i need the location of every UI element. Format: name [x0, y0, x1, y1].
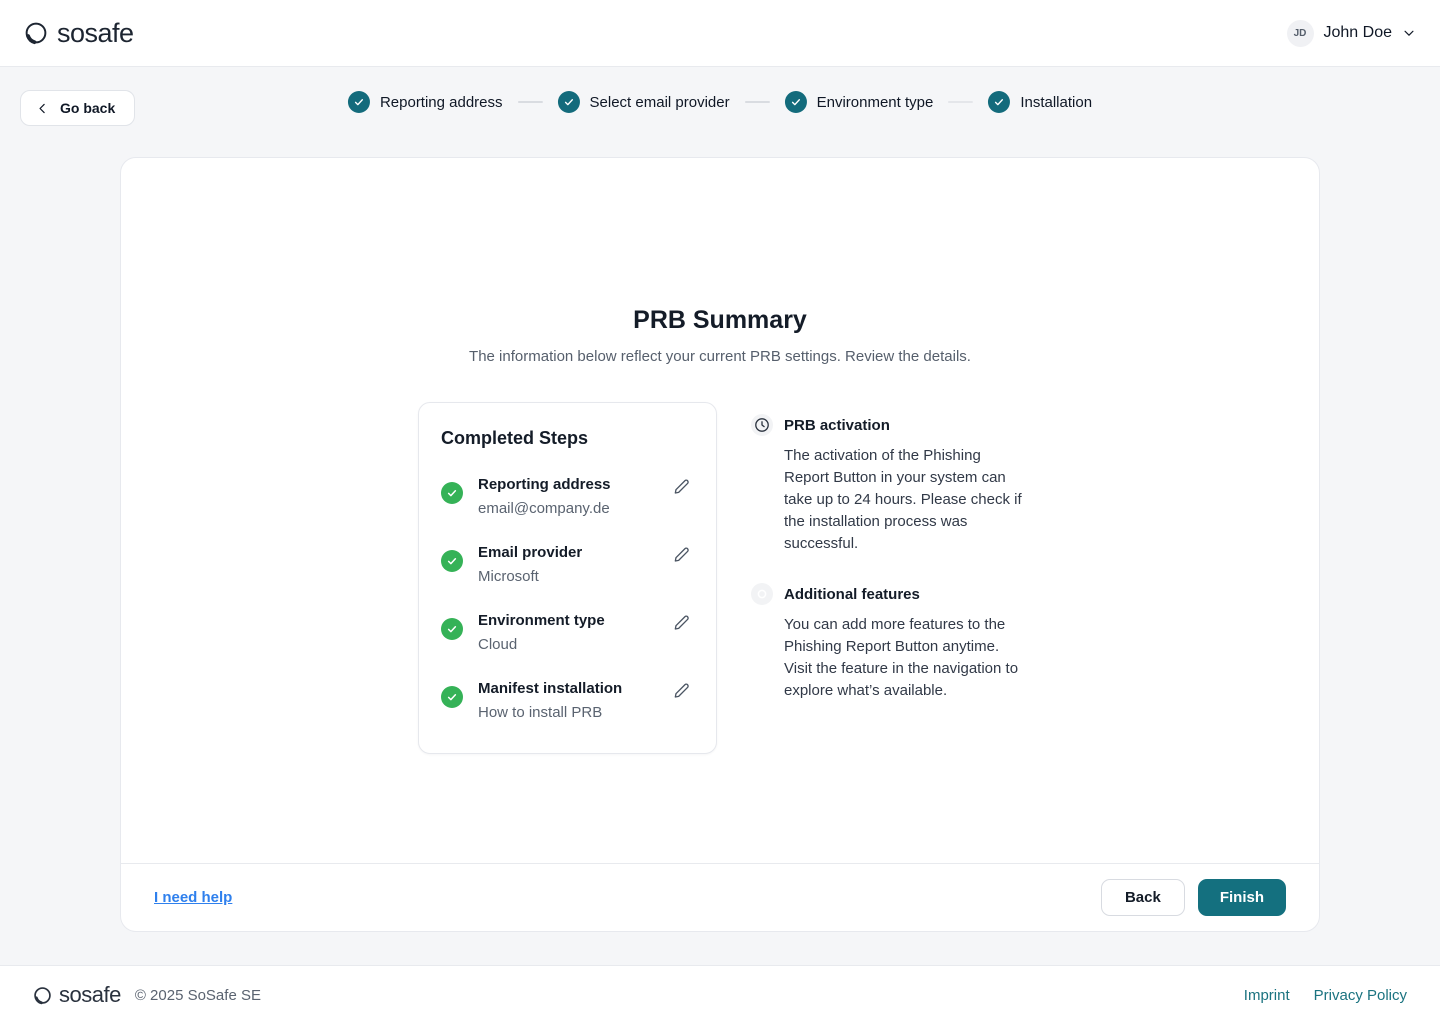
step-label: Select email provider: [589, 93, 730, 111]
completed-steps-title: Completed Steps: [441, 428, 589, 448]
completed-step-row-email-provider: [441, 544, 692, 585]
page-title: PRB Summary: [633, 306, 807, 334]
go-back-button[interactable]: [20, 90, 135, 126]
app-footer: [0, 965, 1440, 1024]
step-connector: [948, 101, 973, 103]
edit-manifest-installation-button[interactable]: [671, 680, 692, 701]
edit-pencil-icon: [673, 546, 690, 563]
check-icon: [441, 550, 463, 572]
step-label: Environment type: [816, 93, 934, 111]
clock-icon: [751, 414, 773, 436]
chevron-left-icon: [36, 102, 49, 115]
step-item-label: Email provider: [478, 544, 583, 561]
finish-button[interactable]: Finish: [1198, 879, 1286, 916]
check-icon: [441, 686, 463, 708]
stepper-step-installation[interactable]: [988, 91, 1092, 113]
brand-logo[interactable]: [24, 18, 134, 49]
step-label: Reporting address: [379, 93, 503, 111]
summary-card-body: [121, 158, 1319, 863]
sosafe-logo-icon: [33, 986, 52, 1005]
user-menu[interactable]: [1287, 20, 1417, 47]
main-area: [0, 67, 1440, 965]
stepper: [348, 91, 1092, 113]
check-icon: [988, 91, 1010, 113]
copyright-text: © 2025 SoSafe SE: [134, 986, 261, 1004]
step-item-label: Environment type: [478, 612, 605, 629]
check-icon: [441, 618, 463, 640]
check-icon: [785, 91, 807, 113]
edit-pencil-icon: [673, 614, 690, 631]
user-name: John Doe: [1323, 24, 1392, 41]
app-header: [0, 0, 1440, 67]
check-icon: [441, 482, 463, 504]
step-item-value: How to install PRB: [478, 704, 603, 721]
info-column: [751, 402, 1022, 754]
completed-step-row-environment-type: [441, 612, 692, 653]
page-subtitle: The information below reflect your current PRB settings. Review the details.: [469, 348, 971, 365]
step-item-label: Reporting address: [478, 476, 611, 493]
privacy-policy-link[interactable]: Privacy Policy: [1313, 986, 1407, 1004]
stepper-step-select-email-provider[interactable]: [558, 91, 730, 113]
edit-pencil-icon: [673, 682, 690, 699]
step-item-value: Cloud: [478, 636, 518, 653]
completed-steps-card: [418, 402, 717, 754]
footer-brand-wordmark: sosafe: [59, 982, 121, 1007]
completed-step-row-manifest-installation: [441, 680, 692, 721]
go-back-label: Go back: [60, 100, 116, 116]
info-section-body: The activation of the Phishing Report Button in your system can take up to 24 hours. Please check if the installation process was successful.: [784, 447, 1022, 552]
completed-step-row-reporting-address: [441, 476, 692, 517]
brand-wordmark: sosafe: [57, 17, 134, 48]
info-section-additional-features: [751, 583, 1022, 702]
check-icon: [348, 91, 370, 113]
step-item-label: Manifest installation: [478, 680, 623, 697]
toolbar: [0, 67, 1440, 157]
step-connector: [745, 101, 770, 103]
footer-brand-logo: [33, 982, 121, 1008]
sosafe-logo-icon: [24, 21, 48, 45]
info-section-title: PRB activation: [784, 416, 890, 434]
imprint-link[interactable]: Imprint: [1243, 986, 1290, 1004]
edit-reporting-address-button[interactable]: [671, 476, 692, 497]
summary-card-footer: [121, 863, 1319, 931]
chevron-down-icon: [1402, 26, 1416, 40]
info-section-body: You can add more features to the Phishing Report Button anytime. Visit the feature in the navigation to explore what’s available.: [784, 616, 1019, 699]
avatar: JD: [1287, 20, 1314, 47]
stepper-step-environment-type[interactable]: [785, 91, 934, 113]
stepper-step-reporting-address[interactable]: [348, 91, 503, 113]
info-section-title: Additional features: [784, 585, 920, 603]
edit-email-provider-button[interactable]: [671, 544, 692, 565]
edit-pencil-icon: [673, 478, 690, 495]
back-button[interactable]: Back: [1101, 879, 1185, 916]
record-icon: [751, 583, 773, 605]
help-link[interactable]: I need help: [154, 889, 233, 906]
step-item-value: Microsoft: [478, 568, 539, 585]
step-item-value: email@company.de: [478, 500, 610, 517]
summary-card: [120, 157, 1320, 932]
check-icon: [558, 91, 580, 113]
step-connector: [518, 101, 543, 103]
info-section-prb-activation: [751, 414, 1022, 555]
step-label: Installation: [1020, 93, 1093, 111]
edit-environment-type-button[interactable]: [671, 612, 692, 633]
summary-columns: [418, 402, 1022, 754]
